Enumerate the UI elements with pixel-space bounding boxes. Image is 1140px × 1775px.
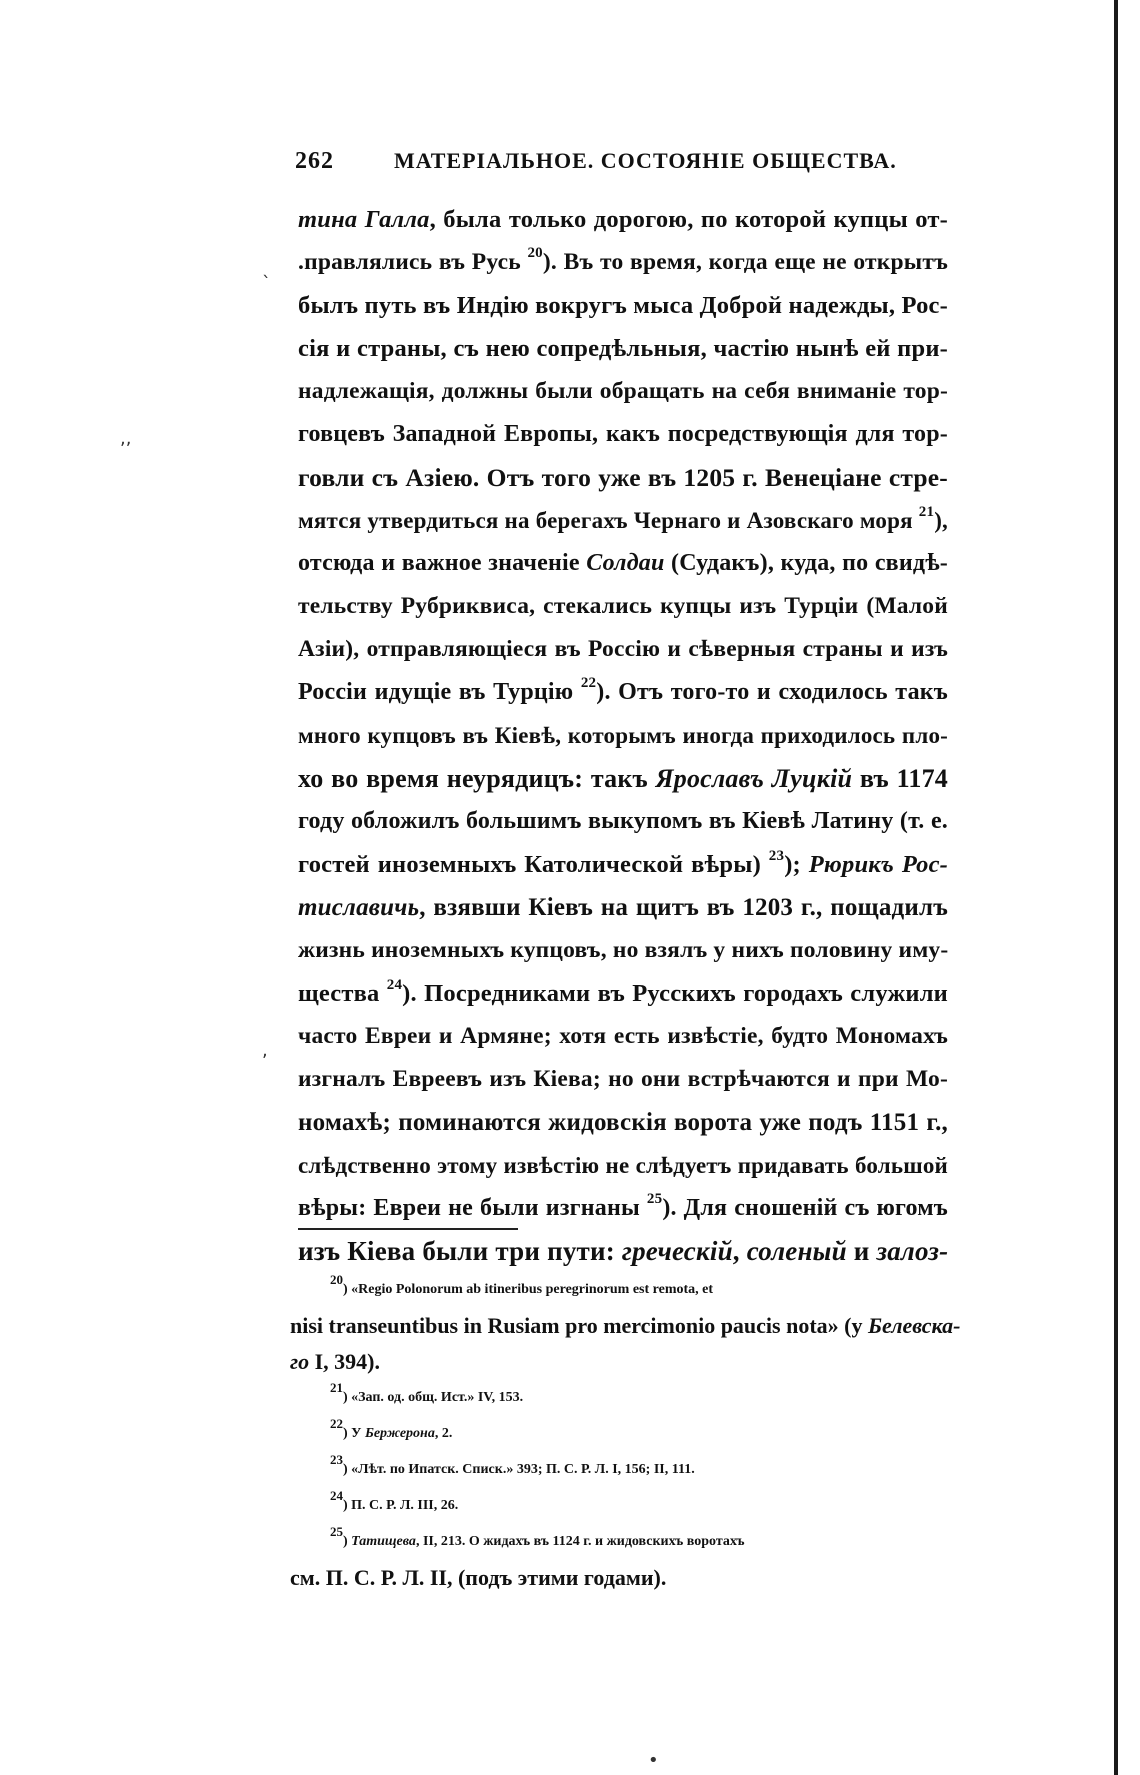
running-header (295, 148, 935, 188)
footnote-20-cont (290, 1344, 960, 1380)
text-line (298, 1187, 948, 1230)
text-span: (Судакъ), куда, по свидѣ- (664, 550, 948, 576)
footnote-text: см. П. С. Р. Л. II, (подъ этими годами). (290, 1565, 667, 1590)
footnote-ref: 20 (527, 245, 543, 261)
text-span: ); (784, 851, 809, 878)
footnote-text: nisi transeuntibus in Rusiam pro mercimonio paucis nota» (у (290, 1313, 868, 1338)
text-span: ). Для сношеній съ югомъ (662, 1195, 948, 1221)
running-title: МАТЕРІАЛЬНОЕ. СОСТОЯНІЕ ОБЩЕСТВА. (394, 148, 897, 173)
footnote-number: 21 (330, 1380, 343, 1395)
margin-mark: • (648, 1750, 659, 1771)
italic-name: Белевска- (868, 1313, 960, 1338)
text-line (298, 241, 948, 284)
text-line: жизнь иноземныхъ купцовъ, но взялъ у нихъ половину иму- (298, 937, 948, 963)
footnote-number: 25 (330, 1524, 343, 1539)
text-span: , (732, 1236, 747, 1266)
text-line (298, 542, 948, 585)
text-span: изъ Кіева были три пути: (298, 1236, 622, 1266)
italic-name: тиславичь (298, 894, 420, 921)
text-span: ). Въ то время, когда еще не открытъ (542, 249, 948, 275)
text-span: гостей иноземныхъ Католической вѣры) (298, 851, 769, 878)
text-span: ). Посредниками въ Русскихъ городахъ служили (402, 980, 948, 1007)
text-span: Россіи идущіе въ Турцію (298, 679, 581, 705)
text-line: году обложилъ большимъ выкупомъ въ Кіевѣ Латину (т. е. (298, 808, 948, 834)
footnote-25-cont (290, 1560, 960, 1596)
text-line: Азіи), отправляющіеся въ Россію и сѣверныя страны и изъ (298, 636, 948, 662)
footnote-text: ) У (343, 1426, 365, 1441)
text-span: въ 1174 (852, 764, 948, 793)
text-line (298, 499, 948, 542)
italic-name: Рюрикъ Рос- (808, 851, 948, 878)
footnote-text: I, 394). (309, 1349, 381, 1374)
text-line: говли съ Азіею. Отъ того уже въ 1205 г. Венеціане стре- (298, 463, 948, 492)
text-span: щества (298, 980, 387, 1007)
text-span: мятся утвердиться на берегахъ Чернаго и Азовскаго моря (298, 508, 919, 533)
footnote-ref: 25 (646, 1191, 663, 1207)
footnote-divider (298, 1228, 518, 1230)
text-line (298, 972, 948, 1015)
text-span: и (846, 1236, 877, 1266)
text-line (298, 671, 948, 714)
footnote-text: , 2. (434, 1426, 453, 1441)
text-span: ), (934, 508, 948, 533)
text-line (298, 198, 948, 241)
footnote-20-cont (290, 1308, 960, 1344)
italic-name: залоз- (876, 1236, 948, 1266)
footnotes (290, 1272, 1090, 1596)
text-span: отсюда и важное значеніе (298, 550, 587, 576)
footnote-number: 20 (330, 1272, 343, 1287)
text-span: , взявши Кіевъ на щитъ въ 1203 г., пощадилъ (419, 894, 948, 921)
footnote-22 (290, 1416, 1000, 1452)
footnote-ref: 24 (386, 977, 403, 993)
italic-name: тина Галла (298, 206, 430, 233)
footnote-21 (290, 1380, 1000, 1416)
margin-mark: ˎ (262, 258, 271, 279)
text-line (298, 1230, 948, 1273)
page-number: 262 (295, 148, 334, 174)
italic-name: Татищева (351, 1534, 416, 1549)
footnote-text: ) «Regio Polonorum ab itineribus peregrinorum est remota, et (343, 1282, 714, 1297)
italic-name: Ярославъ Луцкій (655, 764, 853, 793)
margin-mark: , (262, 1040, 268, 1061)
page-edge-shadow (1114, 0, 1118, 1775)
text-span: .правлялись въ Русь (298, 249, 528, 275)
text-line: много купцовъ въ Кіевѣ, которымъ иногда приходилось пло- (298, 723, 948, 748)
text-span: , была только дорогою, по которой купцы от- (429, 206, 948, 233)
text-line: изгналъ Евреевъ изъ Кіева; но они встрѣчаются и при Мо- (298, 1066, 948, 1092)
text-line: часто Евреи и Армяне; хотя есть извѣстіе, будто Мономахъ (298, 1023, 948, 1049)
footnote-text: ) «Зап. од. общ. Ист.» IV, 153. (343, 1390, 524, 1405)
footnote-25: $^{25}$) Татищева, II, 213. О жидахъ въ 1124 г. и жидовскихъ воротахъ (330, 1524, 745, 1549)
footnote-24 (290, 1488, 1000, 1524)
text-span: хо во время неурядицъ: такъ (298, 764, 656, 793)
text-line (298, 843, 948, 886)
text-line: былъ путь въ Индію вокругъ мыса Доброй надежды, Рос- (298, 292, 948, 319)
footnote-text: ) «Лѣт. по Ипатск. Списк.» 393; П. С. Р. Л. I, 156; II, 111. (343, 1462, 695, 1477)
text-span: вѣры: Евреи не были изгнаны (298, 1195, 647, 1221)
footnote-number: 23 (330, 1452, 343, 1467)
footnote-23 (290, 1452, 1000, 1488)
italic-name: Солдаи (586, 550, 665, 576)
text-line: слѣдственно этому извѣстію не слѣдуетъ придавать большой (298, 1153, 948, 1178)
margin-mark: ,, (120, 428, 132, 449)
footnote-text: ) П. С. Р. Л. III, 26. (343, 1498, 459, 1513)
text-line: тельству Рубриквиса, стекались купцы изъ Турціи (Малой (298, 593, 948, 619)
footnote-number: 22 (330, 1416, 343, 1431)
footnote-number: 24 (330, 1488, 343, 1503)
footnote-ref: 22 (580, 675, 597, 691)
text-span: ). Отъ того-то и сходилось такъ (596, 679, 948, 705)
text-line (298, 886, 948, 929)
text-line: говцевъ Западной Европы, какъ посредствующія для тор- (298, 421, 948, 447)
footnote-ref: 21 (918, 504, 935, 520)
footnote-ref: 23 (768, 848, 785, 864)
text-line (298, 757, 948, 800)
text-line: надлежащія, должны были обращать на себя вниманіе тор- (298, 378, 948, 404)
italic-name: го (290, 1349, 310, 1374)
footnote-20 (290, 1272, 1000, 1308)
italic-name: Бержерона (364, 1426, 435, 1441)
italic-name: греческій (621, 1236, 733, 1266)
main-text (298, 198, 1098, 1273)
text-line: сія и страны, съ нею сопредѣльныя, частію нынѣ ей при- (298, 335, 948, 362)
text-line: номахѣ; поминаются жидовскія ворота уже подъ 1151 г., (298, 1109, 948, 1136)
footnote-text: , II, 213. О жидахъ въ 1124 г. и жидовскихъ воротахъ (415, 1534, 745, 1549)
italic-name: соленый (746, 1236, 847, 1266)
